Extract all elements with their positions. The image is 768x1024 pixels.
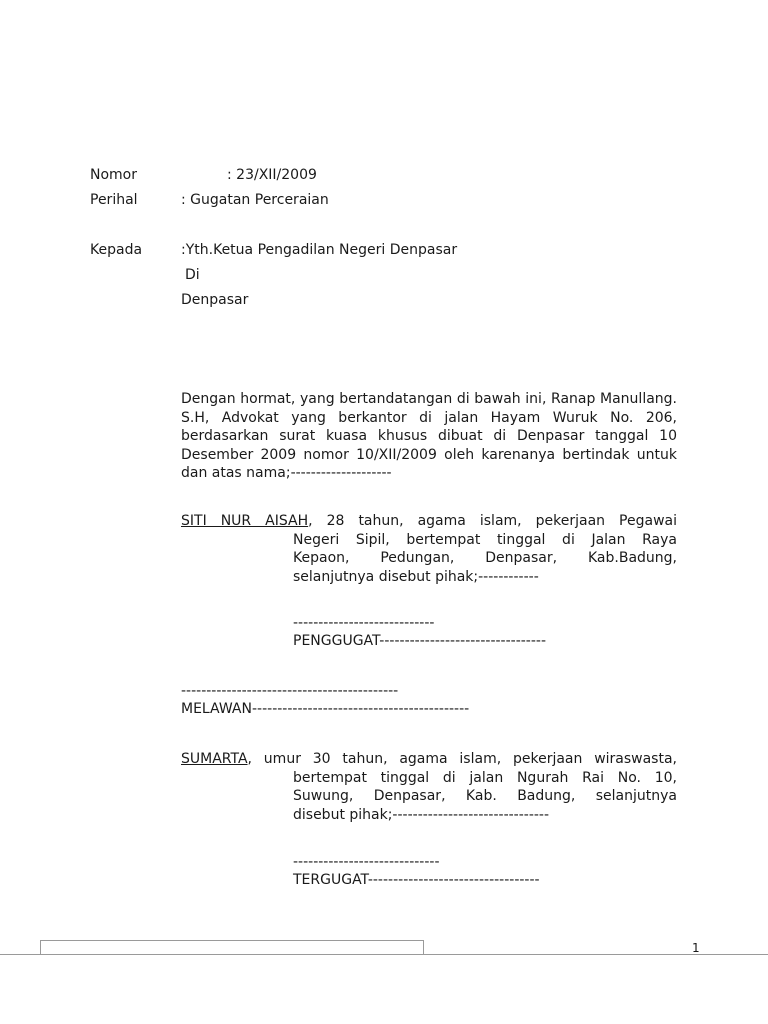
kepada-label: Kepada — [90, 242, 143, 258]
defendant-block — [181, 750, 677, 824]
defendant-line-2: bertempat tinggal di jalan Ngurah Rai No. 10, — [293, 769, 677, 786]
nomor-label: Nomor — [90, 167, 137, 183]
plaintiff-line-4: selanjutnya disebut pihak;------------ — [293, 568, 539, 585]
city-text: Denpasar — [181, 292, 249, 308]
kepada-value: :Yth.Ketua Pengadilan Negeri Denpasar — [181, 242, 458, 258]
plaintiff-name: SITI NUR AISAH — [181, 513, 309, 529]
plaintiff-line-2: Negeri Sipil, bertempat tinggal di Jalan Raya — [293, 531, 677, 548]
footer-frame — [40, 940, 424, 954]
perihal-label: Perihal — [90, 192, 138, 208]
defendant-line-4: disebut pihak;------------------------------- — [293, 806, 550, 823]
perihal-value: : Gugatan Perceraian — [181, 192, 329, 208]
intro-paragraph: Dengan hormat, yang bertandatangan di bawah ini, Ranap Manullang. S.H, Advokat yang berkantor di jalan Hayam Wuruk No. 206, berdasarkan surat kuasa khusus dibuat di Denpasar tanggal 10 Desember 2009 nomor 10/XII/2009 oleh karenanya bertindak untuk dan atas nama;-------------------- — [181, 391, 677, 481]
plaintiff-line-1 — [181, 512, 677, 531]
defendant-name: SUMARTA — [181, 751, 248, 767]
plaintiff-role: PENGGUGAT--------------------------------- — [293, 633, 547, 649]
defendant-line-1-text: , umur 30 tahun, agama islam, pekerjaan wiraswasta, — [247, 751, 677, 767]
defendant-line-3: Suwung, Denpasar, Kab. Badung, selanjutnya — [293, 788, 677, 804]
nomor-value: : 23/XII/2009 — [227, 167, 317, 183]
plaintiff-line-1-text: , 28 tahun, agama islam, pekerjaan Pegawai — [308, 513, 677, 529]
defendant-dashes: ----------------------------- — [293, 854, 440, 870]
versus-dashes: ------------------------------------------- — [181, 683, 399, 699]
di-text: Di — [185, 267, 200, 283]
versus-label: MELAWAN------------------------------------------- — [181, 701, 470, 717]
plaintiff-dashes: ---------------------------- — [293, 615, 435, 631]
defendant-role: TERGUGAT---------------------------------- — [293, 872, 540, 888]
footer-rule — [0, 954, 768, 955]
defendant-line-1 — [181, 750, 677, 769]
plaintiff-line-3: Kepaon, Pedungan, Denpasar, Kab.Badung, — [293, 550, 677, 566]
plaintiff-block — [181, 512, 677, 586]
page-number: 1 — [692, 941, 700, 955]
